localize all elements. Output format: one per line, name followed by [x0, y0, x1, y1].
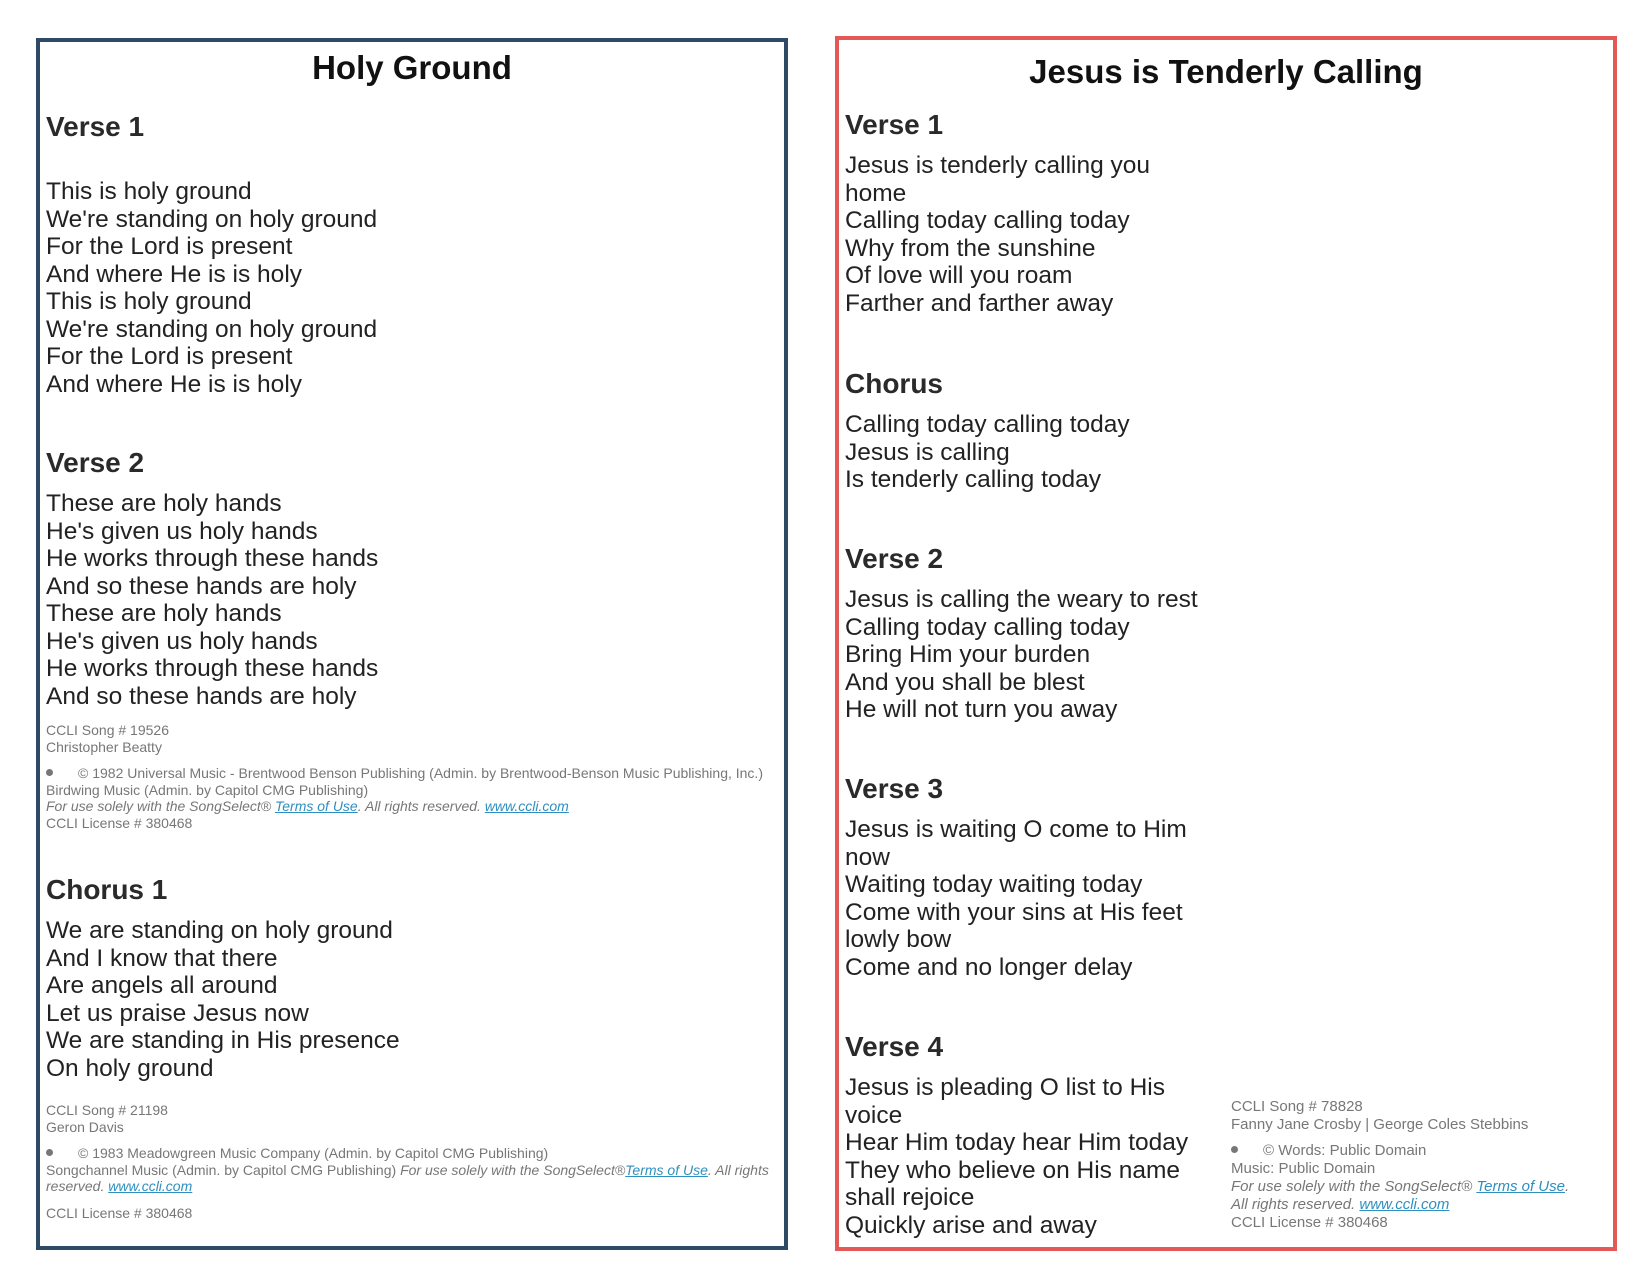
ccli-credits-78828	[1231, 1098, 1581, 1232]
bullet-icon	[46, 1149, 53, 1156]
lyrics-verse-2	[46, 490, 378, 710]
rights-text: . All rights reserved.	[1231, 1178, 1570, 1213]
lyric-line: We are standing in His presence	[46, 1027, 400, 1054]
lyrics-verse-1	[845, 152, 1150, 317]
lyric-line: We're standing on holy ground	[46, 315, 378, 343]
section-heading-verse-2: Verse 2	[845, 543, 944, 574]
ccli-site-link[interactable]: www.ccli.com	[1359, 1196, 1450, 1213]
lyrics-chorus-1	[46, 917, 400, 1082]
song-author: Geron Davis	[46, 1118, 124, 1135]
lyric-line: He's given us holy hands	[46, 517, 318, 545]
lyric-line: These are holy hands	[46, 600, 282, 627]
song-author: Fanny Jane Crosby | George Coles Stebbins	[1231, 1116, 1529, 1133]
usage-text: For use solely with the SongSelect®	[400, 1161, 626, 1178]
terms-of-use-link[interactable]: Terms of Use	[1476, 1178, 1565, 1195]
lyric-line: Of love will you roam	[845, 262, 1073, 289]
lyric-line: Why from the sunshine	[845, 234, 1096, 262]
lyric-line: Waiting today waiting today	[845, 871, 1143, 898]
lyric-line: He's given us holy hands	[46, 627, 318, 655]
lyric-line: Jesus is waiting O come to Him	[845, 816, 1187, 843]
lyric-line: voice	[845, 1101, 903, 1129]
lyric-line: now	[845, 843, 890, 871]
lyric-line: lowly bow	[845, 926, 952, 953]
ccli-license: CCLI License # 380468	[1231, 1214, 1388, 1231]
copyright-text: © 1983 Meadowgreen Music Company (Admin. by Capitol CMG Publishing)	[78, 1145, 549, 1161]
lyric-line: Jesus is calling the weary to rest	[845, 586, 1198, 613]
lyric-line: shall rejoice	[845, 1184, 975, 1211]
lyric-line: Jesus is calling	[845, 438, 1010, 466]
ccli-license: CCLI License # 380468	[46, 1205, 193, 1221]
lyric-line: Jesus is pleading O list to His	[845, 1074, 1165, 1101]
copyright-line-2	[46, 1162, 781, 1195]
lyric-line: He will not turn you away	[845, 696, 1118, 723]
song-author: Christopher Beatty	[46, 738, 162, 755]
lyric-line: Farther and farther away	[845, 289, 1114, 317]
lyric-line: Are angels all around	[46, 972, 278, 999]
usage-text: For use solely with the SongSelect®	[1231, 1178, 1473, 1195]
lyric-line: And I know that there	[46, 944, 278, 972]
section-heading-verse-1: Verse 1	[46, 111, 145, 142]
section-heading-verse-1: Verse 1	[845, 109, 944, 140]
lyric-line: We're standing on holy ground	[46, 205, 378, 233]
terms-of-use-link[interactable]: Terms of Use	[274, 798, 358, 814]
usage-line	[46, 798, 781, 815]
lyrics-verse-4	[845, 1074, 1188, 1239]
usage-line	[1231, 1178, 1581, 1214]
section-heading-verse-2: Verse 2	[46, 447, 145, 478]
ccli-site-link[interactable]: www.ccli.com	[484, 798, 569, 814]
copyright-line-2: Music: Public Domain	[1231, 1160, 1376, 1177]
section-heading-chorus: Chorus	[845, 368, 943, 399]
lyric-line: Calling today calling today	[845, 411, 1130, 438]
ccli-song-number: CCLI Song # 21198	[46, 1102, 168, 1118]
lyric-line: Let us praise Jesus now	[46, 999, 309, 1027]
song-sheet-holy-ground	[36, 38, 788, 1250]
lyric-line: He works through these hands	[46, 545, 379, 572]
song-title: Holy Ground	[312, 49, 512, 86]
copyright-line	[1231, 1142, 1581, 1160]
lyric-line: Calling today calling today	[845, 207, 1130, 234]
lyrics-verse-3	[845, 816, 1187, 981]
lyric-line: He works through these hands	[46, 655, 379, 682]
lyric-line: Is tenderly calling today	[845, 466, 1102, 493]
lyric-line: These are holy hands	[46, 490, 282, 517]
lyrics-verse-1	[46, 178, 377, 398]
copyright-text: © Words: Public Domain	[1263, 1142, 1427, 1159]
lyric-line: This is holy ground	[46, 288, 252, 315]
lyric-line: And where He is is holy	[46, 370, 303, 398]
copyright-line	[46, 765, 781, 782]
lyric-line: Come with your sins at His feet	[845, 898, 1183, 926]
ccli-site-link[interactable]: www.ccli.com	[108, 1178, 193, 1194]
ccli-song-number: CCLI Song # 78828	[1231, 1098, 1363, 1115]
lyric-line: home	[845, 179, 907, 207]
lyric-line: On holy ground	[46, 1054, 214, 1082]
lyric-line: Jesus is tenderly calling you	[845, 152, 1151, 179]
section-heading-verse-4: Verse 4	[845, 1031, 944, 1062]
lyric-line: This is holy ground	[46, 178, 252, 205]
lyric-line: They who believe on His name	[845, 1156, 1181, 1184]
bullet-icon	[46, 769, 53, 776]
lyric-line: Bring Him your burden	[845, 641, 1091, 668]
section-heading-chorus-1: Chorus 1	[46, 874, 168, 905]
copyright-line-2: Birdwing Music (Admin. by Capitol CMG Publishing)	[46, 781, 369, 798]
terms-of-use-link[interactable]: Terms of Use	[625, 1161, 708, 1178]
lyric-line: Calling today calling today	[845, 613, 1130, 641]
copyright-line	[46, 1145, 781, 1162]
copyright-text-2: Songchannel Music (Admin. by Capitol CMG Publishing)	[46, 1161, 397, 1178]
lyrics-verse-2	[845, 586, 1198, 724]
lyric-line: Quickly arise and away	[845, 1211, 1097, 1239]
usage-text: For use solely with the SongSelect®	[46, 798, 272, 814]
lyric-line: And you shall be blest	[845, 668, 1085, 696]
ccli-song-number: CCLI Song # 19526	[46, 722, 169, 738]
ccli-credits-21198	[46, 1102, 781, 1195]
lyric-line: Hear Him today hear Him today	[845, 1129, 1189, 1156]
lyric-line: We are standing on holy ground	[46, 917, 393, 944]
lyric-line: And so these hands are holy	[46, 682, 357, 710]
lyrics-chorus	[845, 411, 1130, 494]
lyric-line: And so these hands are holy	[46, 572, 357, 600]
song-title: Jesus is Tenderly Calling	[1029, 53, 1423, 90]
lyric-line: And where He is is holy	[46, 260, 303, 288]
lyric-line: For the Lord is present	[46, 233, 293, 260]
lyric-line: For the Lord is present	[46, 343, 293, 370]
section-heading-verse-3: Verse 3	[845, 773, 944, 804]
rights-text: . All rights reserved.	[46, 1161, 769, 1194]
lyric-line: Come and no longer delay	[845, 953, 1133, 981]
song-sheet-jesus-is-tenderly-calling	[835, 36, 1617, 1251]
ccli-license: CCLI License # 380468	[46, 814, 193, 831]
bullet-icon	[1231, 1146, 1238, 1153]
rights-text: . All rights reserved.	[357, 798, 481, 814]
ccli-credits-19526	[46, 722, 781, 831]
copyright-text: © 1982 Universal Music - Brentwood Benson Publishing (Admin. by Brentwood-Benson Music Publishing, Inc.)	[78, 765, 763, 781]
